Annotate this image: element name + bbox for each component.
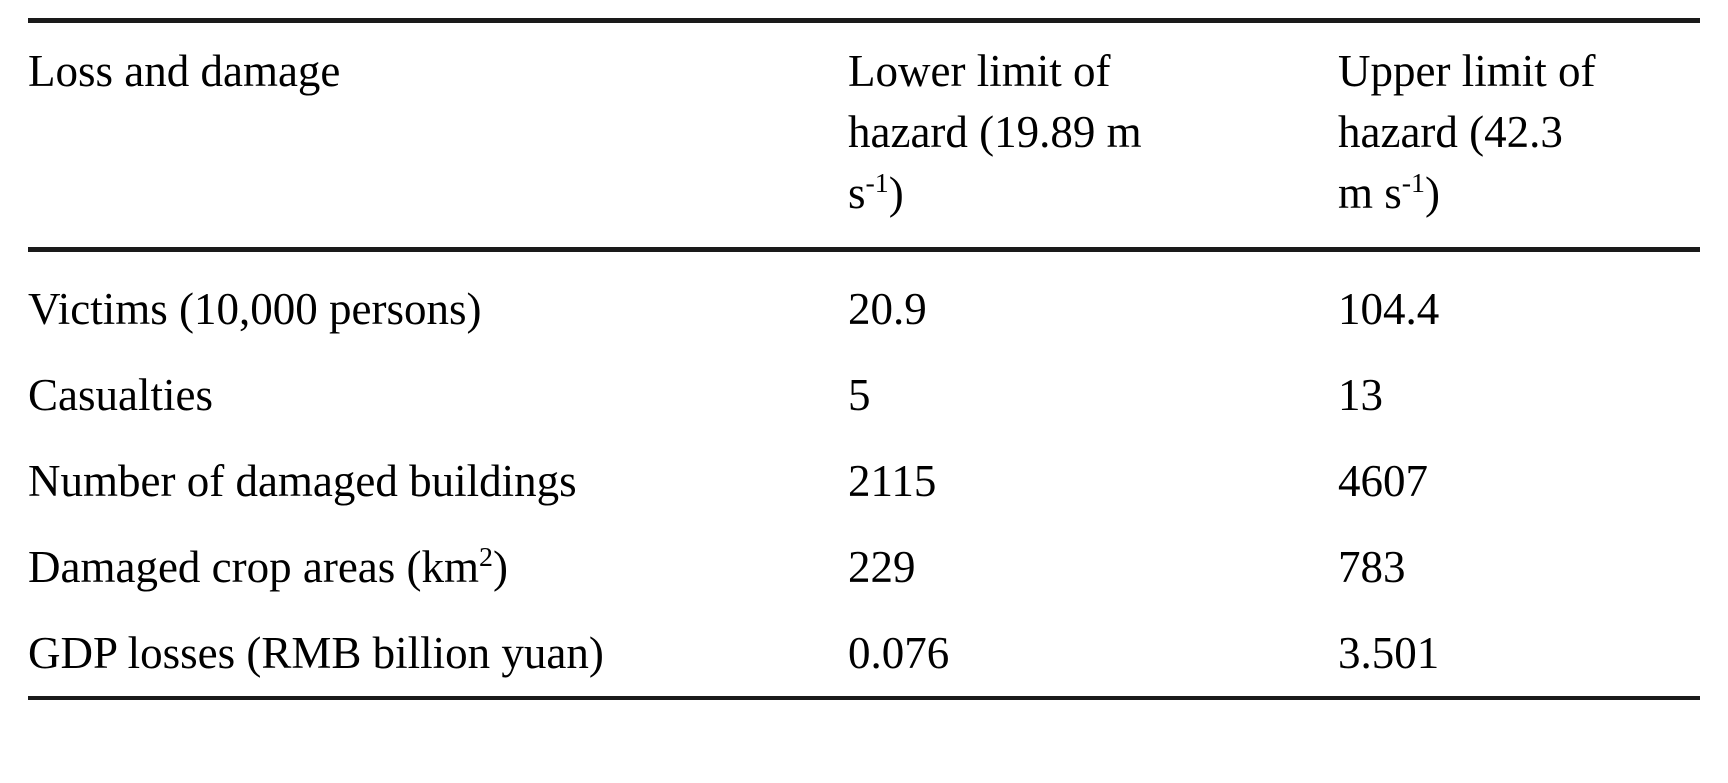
lower-limit-unit-close: ) (888, 168, 904, 219)
row-label-suffix: ) (493, 541, 508, 592)
row-label (28, 438, 848, 524)
row-lower-value: 20.9 (848, 283, 927, 334)
row-upper-value: 3.501 (1338, 627, 1440, 678)
row-label (28, 252, 848, 352)
row-label-text: GDP losses (RMB billion yuan) (28, 627, 604, 678)
row-lower-value: 5 (848, 369, 871, 420)
row-label-text: Victims (10,000 persons) (28, 283, 482, 334)
row-upper-value: 13 (1338, 369, 1383, 420)
table-row (28, 524, 1700, 610)
lower-limit-unit-exponent: -1 (865, 168, 889, 200)
table-row (28, 610, 1700, 698)
row-label (28, 610, 848, 698)
table-bottom-rule (28, 698, 1700, 726)
table-row (28, 352, 1700, 438)
row-upper-value: 783 (1338, 541, 1406, 592)
row-lower-value: 229 (848, 541, 916, 592)
upper-limit-line-3 (1338, 168, 1440, 218)
lower-limit-unit-base: s (848, 168, 866, 219)
table-row (28, 438, 1700, 524)
row-upper-value: 104.4 (1338, 283, 1440, 334)
row-upper-value: 4607 (1338, 455, 1428, 506)
column-header-upper-limit (1338, 23, 1700, 249)
loss-and-damage-table-wrapper (28, 18, 1700, 726)
loss-and-damage-table (28, 18, 1700, 726)
lower-limit-line-1: Lower limit of (848, 46, 1111, 96)
header-row (28, 23, 1700, 249)
row-label (28, 352, 848, 438)
row-label-text: Damaged crop areas (km (28, 541, 480, 592)
table-row (28, 252, 1700, 352)
upper-limit-unit-exponent: -1 (1401, 168, 1425, 200)
table-header (28, 21, 1700, 252)
row-label-text: Number of damaged buildings (28, 455, 577, 506)
upper-limit-line-1: Upper limit of (1338, 46, 1596, 96)
row-lower-value: 0.076 (848, 627, 950, 678)
upper-limit-line-2: hazard (42.3 (1338, 107, 1563, 158)
column-header-loss-and-damage-label: Loss and damage (28, 46, 341, 96)
row-label (28, 524, 848, 610)
lower-limit-line-2: hazard (19.89 m (848, 107, 1142, 158)
table-body (28, 252, 1700, 726)
upper-limit-unit-base: m s (1338, 168, 1402, 219)
row-lower-value: 2115 (848, 455, 937, 506)
upper-limit-unit-close: ) (1425, 168, 1440, 219)
lower-limit-line-3 (848, 168, 904, 218)
row-label-text: Casualties (28, 369, 213, 420)
row-label-exponent: 2 (479, 541, 493, 573)
column-header-loss-and-damage (28, 23, 848, 249)
column-header-lower-limit (848, 23, 1338, 249)
